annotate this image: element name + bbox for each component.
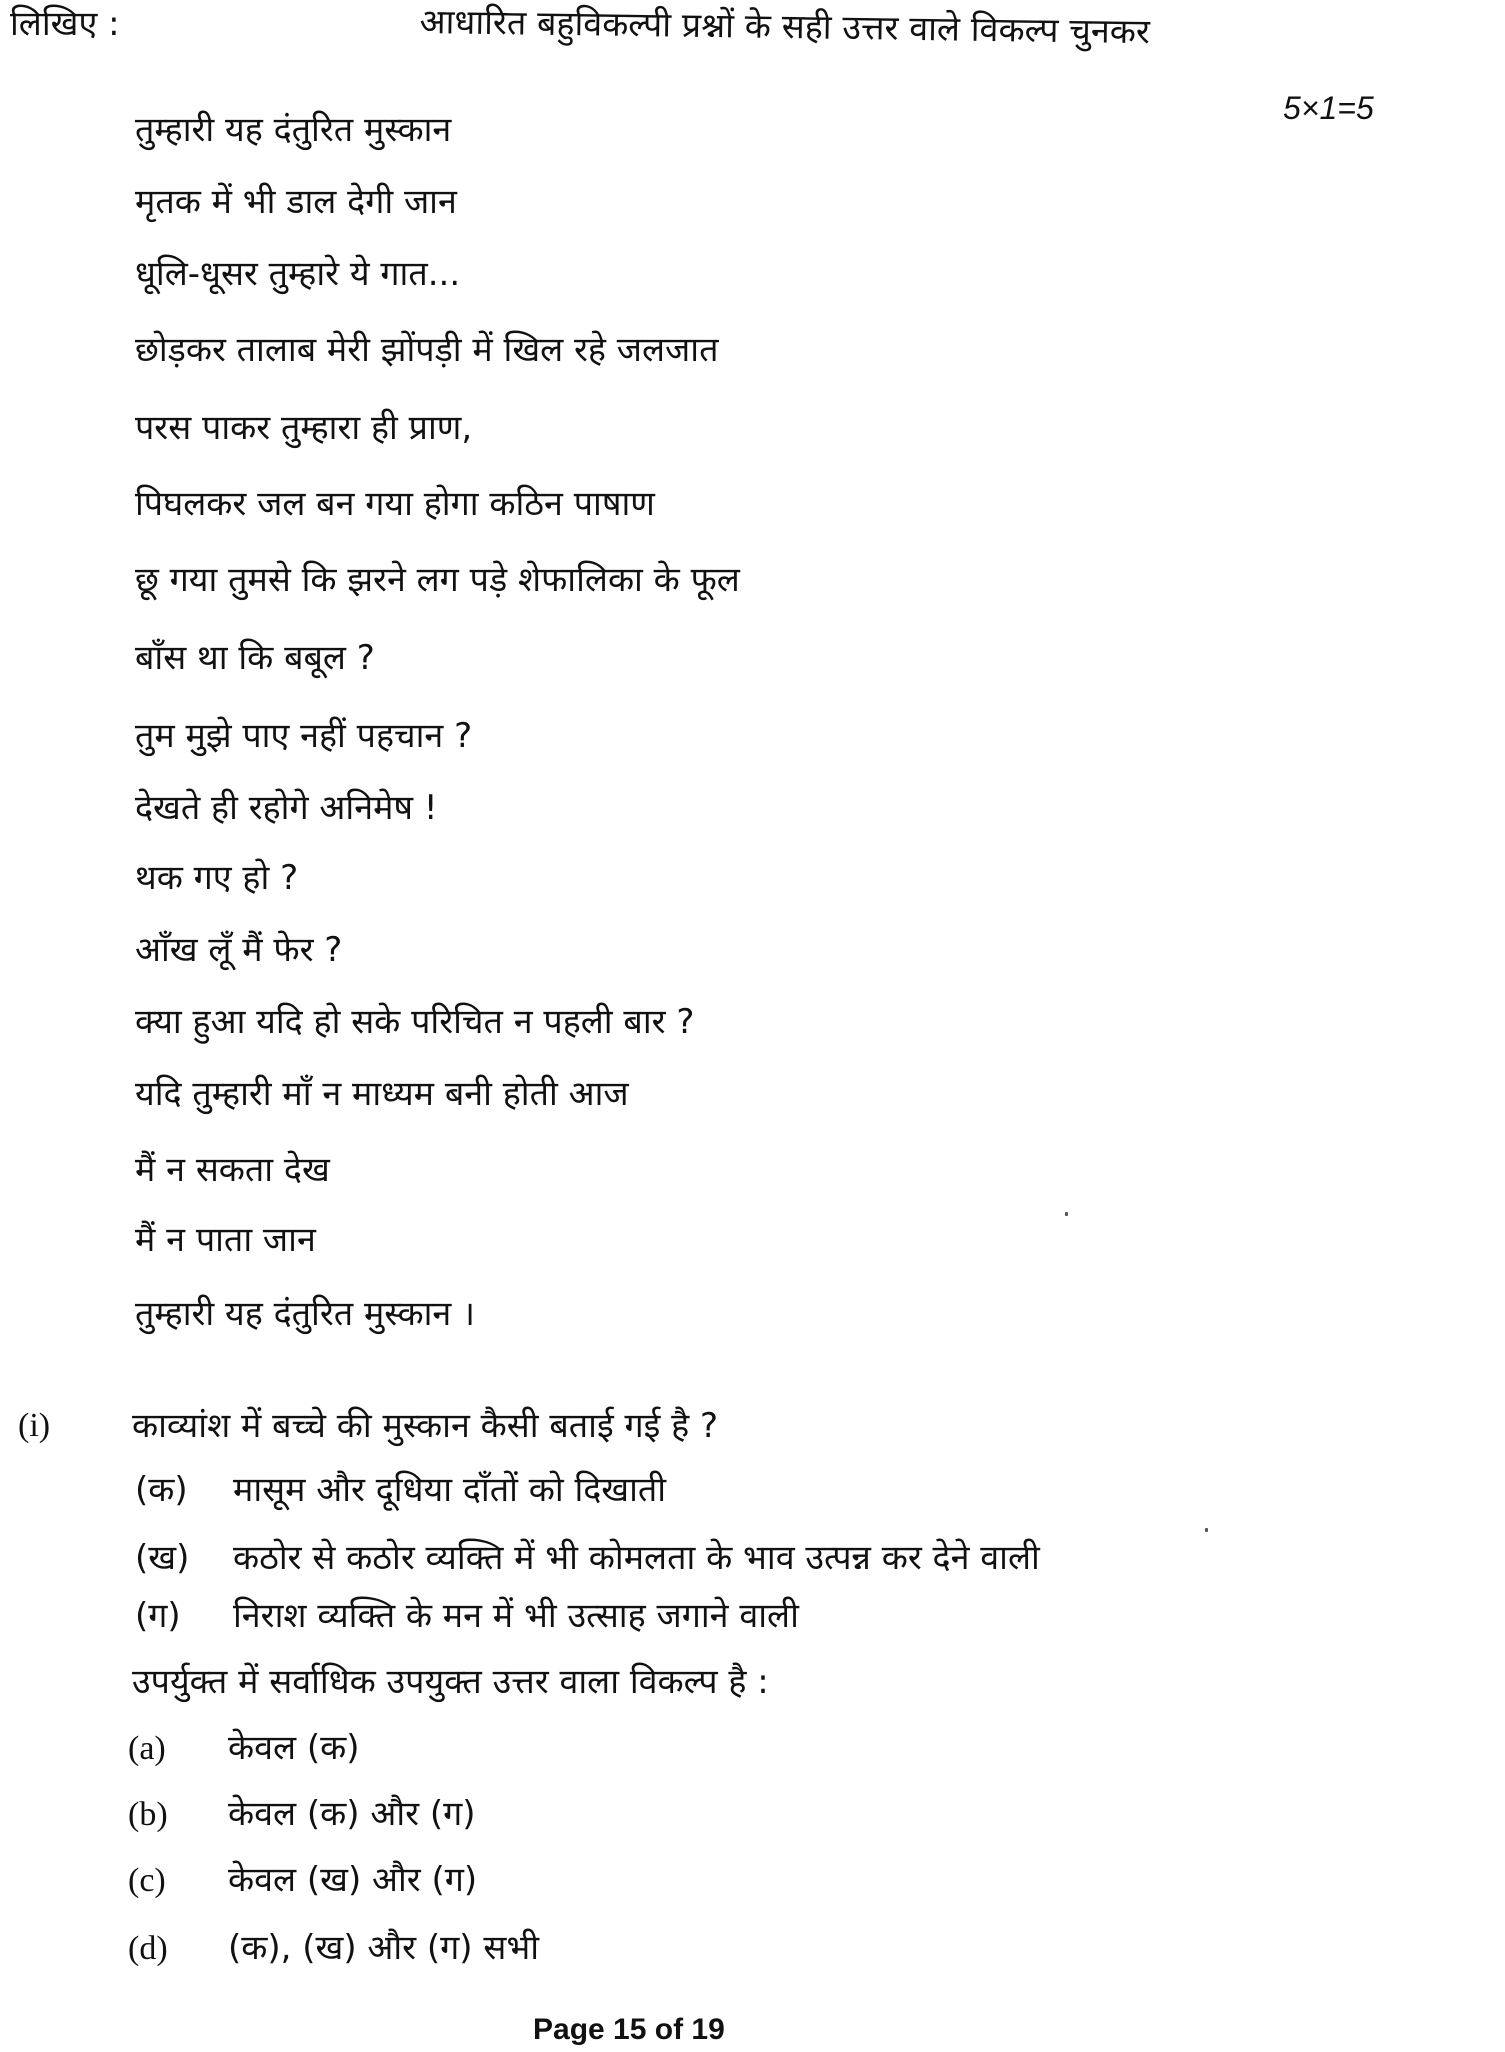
option-c[interactable] [128,1858,477,1903]
poem-line: छोड़कर तालाब मेरी झोंपड़ी में खिल रहे जलजात [135,330,719,370]
option-label: (d) [128,1930,168,1967]
poem-line: बाँस था कि बबूल ? [135,638,375,678]
poem-line: थक गए हो ? [135,858,299,898]
poem-line: आँख लूँ मैं फेर ? [135,930,343,970]
statement-label: (क) [135,1470,188,1510]
statement-text: निराश व्यक्ति के मन में भी उत्साह जगाने वाली [233,1596,799,1636]
statement-text: मासूम और दूधिया दाँतों को दिखाती [233,1470,667,1510]
statement-label: (ख) [135,1538,190,1578]
option-text: केवल (क) और (ग) [228,1794,476,1834]
statement-label: (ग) [135,1596,181,1636]
poem-line: पिघलकर जल बन गया होगा कठिन पाषाण [135,484,655,524]
poem-line: मैं न पाता जान [135,1220,316,1260]
option-text: केवल (क) [228,1728,360,1768]
option-label: (a) [128,1730,166,1767]
poem-line: तुम्हारी यह दंतुरित मुस्कान [135,110,452,150]
page-number: Page 15 of 19 [533,2013,725,2046]
option-text: केवल (ख) और (ग) [228,1860,478,1900]
scan-speck [1065,1212,1068,1216]
poem-line: तुम्हारी यह दंतुरित मुस्कान । [135,1294,475,1334]
poem-line: देखते ही रहोगे अनिमेष ! [135,788,438,828]
statement-ga [135,1594,799,1638]
scan-speck [1205,1528,1208,1532]
marks-allocation: 5×1=5 [1283,90,1374,126]
option-d[interactable] [128,1926,539,1971]
option-label: (c) [128,1862,166,1899]
poem-line: मृतक में भी डाल देगी जान [135,182,457,222]
question-number: (i) [18,1407,51,1444]
poem-line: छू गया तुमसे कि झरने लग पड़े शेफालिका के फूल [135,560,740,600]
header-instruction-text: आधारित बहुविकल्पी प्रश्नों के सही उत्तर वाले विकल्प चुनकर [419,1,1151,53]
statement-ka [135,1468,666,1512]
statement-kha [135,1536,1040,1580]
options-prompt: उपर्युक्त में सर्वाधिक उपयुक्त उत्तर वाला विकल्प है : [132,1662,769,1702]
header-instruction-start: लिखिए : [10,4,120,44]
option-a[interactable] [128,1726,360,1771]
poem-line: मैं न सकता देख [135,1150,330,1190]
statement-text: कठोर से कठोर व्यक्ति में भी कोमलता के भाव उत्पन्न कर देने वाली [233,1538,1040,1578]
poem-line: धूलि-धूसर तुम्हारे ये गात... [135,254,461,294]
poem-line: क्या हुआ यदि हो सके परिचित न पहली बार ? [135,1002,695,1042]
poem-line: परस पाकर तुम्हारा ही प्राण, [135,408,473,448]
poem-line: यदि तुम्हारी माँ न माध्यम बनी होती आज [135,1074,629,1114]
option-label: (b) [128,1796,168,1833]
poem-line: तुम मुझे पाए नहीं पहचान ? [135,716,473,756]
question-text: काव्यांश में बच्चे की मुस्कान कैसी बताई गई है ? [132,1406,719,1446]
option-text: (क), (ख) और (ग) सभी [228,1928,540,1968]
option-b[interactable] [128,1792,476,1837]
